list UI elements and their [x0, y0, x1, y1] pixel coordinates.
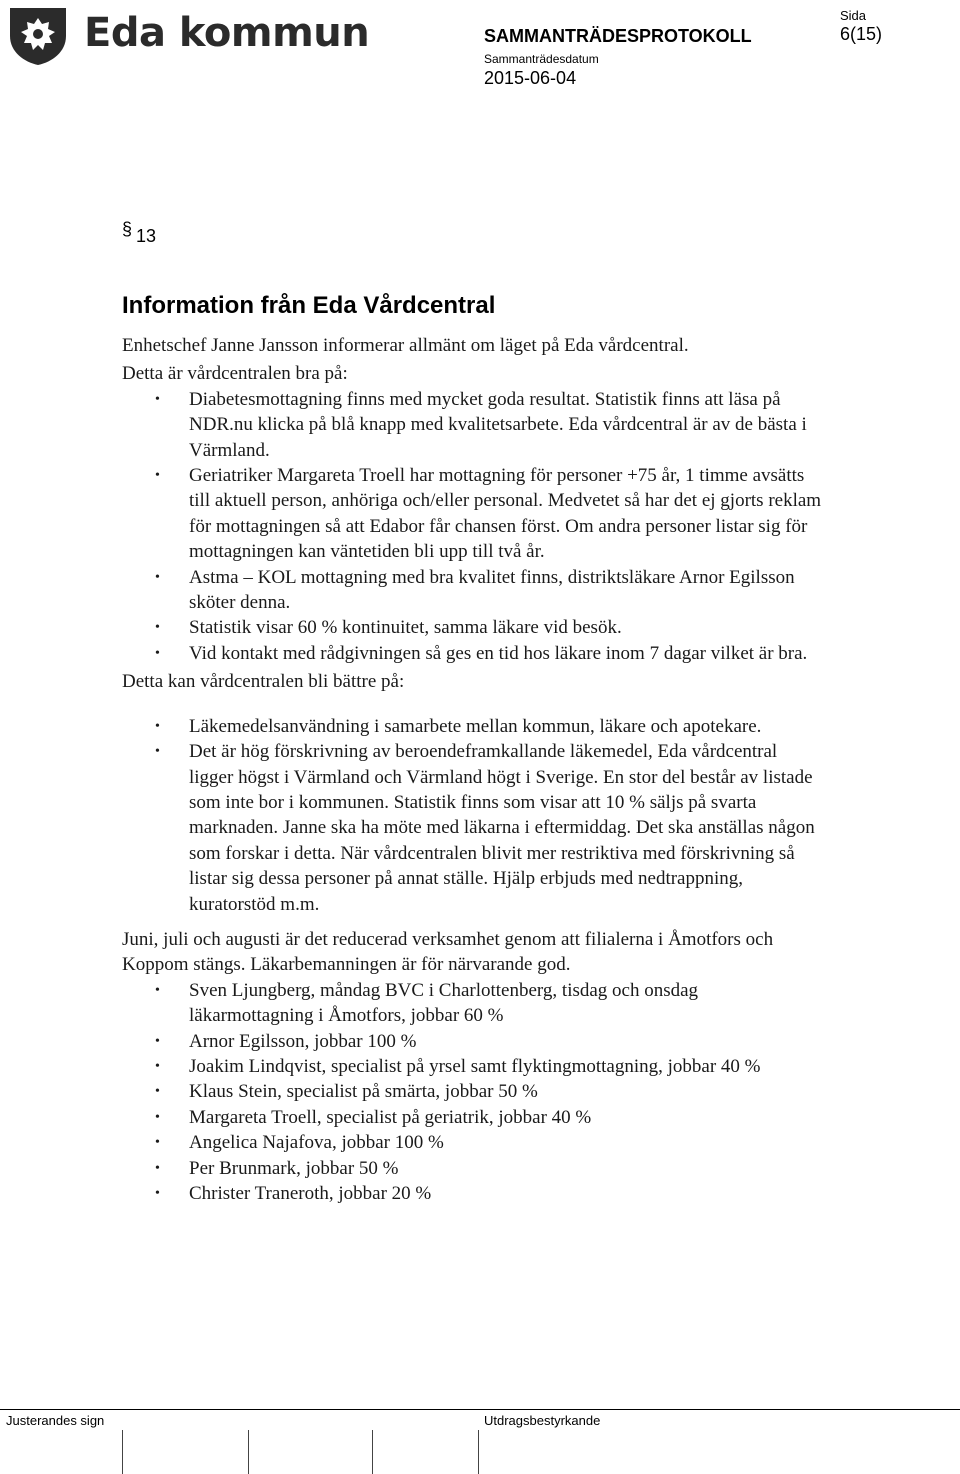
staff-list — [122, 978, 822, 1207]
list-item: • Statistik visar 60 % kontinuitet, samma läkare vid besök. — [122, 615, 822, 640]
bullet-icon: • — [155, 1160, 160, 1176]
page-title: Information från Eda Vårdcentral — [122, 292, 496, 319]
signature-box-divider — [122, 1430, 123, 1474]
footer-divider — [0, 1409, 960, 1410]
bullet-icon: • — [155, 982, 160, 998]
list-item: • Läkemedelsanvändning i samarbete mellan kommun, läkare och apotekare. — [122, 714, 822, 739]
bullet-icon: • — [155, 569, 160, 585]
signature-box-divider — [372, 1430, 373, 1474]
page-label: Sida — [840, 8, 867, 23]
section-sign: § — [122, 219, 133, 239]
list-item: • Diabetesmottagning finns med mycket goda resultat. Statistik finns att läsa på NDR.nu klicka på blå knapp med kvalitetsarbete. Eda vårdcentral är av de bästa i Värmland. — [155, 388, 807, 461]
list-item: • Vid kontakt med rådgivningen så ges en tid hos läkare inom 7 dagar vilket är bra. — [122, 641, 822, 666]
good-list — [122, 387, 822, 666]
signature-box-divider — [248, 1430, 249, 1474]
intro-paragraph: Enhetschef Janne Jansson informerar allmänt om läget på Eda vårdcentral. — [122, 335, 689, 356]
list-item: • Christer Traneroth, jobbar 20 % — [122, 1181, 822, 1206]
list-item: • Joakim Lindqvist, specialist på yrsel samt flyktingmottagning, jobbar 40 % — [122, 1054, 822, 1079]
logo-wordmark: Eda kommun — [84, 10, 370, 56]
summer-paragraph: Juni, juli och augusti är det reducerad verksamhet genom att filialerna i Åmotfors och Koppom stängs. Läkarbemanningen är för närvarande god. — [122, 928, 774, 976]
list-item: • Klaus Stein, specialist på smärta, jobbar 50 % — [122, 1079, 822, 1104]
list-item: • Per Brunmark, jobbar 50 % — [122, 1156, 822, 1181]
bullet-icon: • — [155, 1058, 160, 1074]
bullet-icon: • — [155, 1186, 160, 1201]
meeting-date-label: Sammanträdesdatum — [484, 52, 599, 66]
better-heading: Detta kan vårdcentralen bli bättre på: — [122, 671, 405, 693]
bullet-icon: • — [155, 1033, 160, 1049]
better-list — [122, 714, 822, 917]
document-body — [122, 333, 822, 1206]
municipal-crest-icon — [6, 6, 70, 66]
bullet-icon: • — [155, 1135, 160, 1151]
bullet-icon: • — [155, 391, 160, 407]
list-item: • Arnor Egilsson, jobbar 100 % — [122, 1029, 822, 1054]
list-item: • Astma – KOL mottagning med bra kvalitet finns, distriktsläkare Arnor Egilsson sköter denna. — [155, 566, 795, 614]
section-number-value: 13 — [136, 226, 157, 246]
signature-box-divider — [478, 1430, 479, 1474]
bullet-icon: • — [155, 1084, 160, 1100]
list-item: • Margareta Troell, specialist på geriatrik, jobbar 40 % — [122, 1105, 822, 1130]
list-item: • Sven Ljungberg, måndag BVC i Charlottenberg, tisdag och onsdag läkarmottagning i Åmotfors, jobbar 60 % — [155, 979, 699, 1027]
list-item: • Geriatriker Margareta Troell har mottagning för personer +75 år, 1 timme avsätts till aktuell person, anhöriga och/eller personal. Medvetet så har det ej gjorts reklam för mottagningen så att Edabor får chansen först. Om andra personer listar sig för mottagningen kan väntetiden bli upp till två år. — [155, 465, 822, 563]
section-number — [122, 219, 157, 247]
page-number: 6(15) — [840, 24, 883, 44]
bullet-icon: • — [155, 468, 160, 484]
bullet-icon: • — [155, 645, 160, 661]
good-heading: Detta är vårdcentralen bra på: — [122, 363, 348, 385]
list-item: • Angelica Najafova, jobbar 100 % — [122, 1130, 822, 1155]
list-item: • Det är hög förskrivning av beroendeframkallande läkemedel, Eda vårdcentral ligger högst i Värmland och Värmland högt i Sverige. En stor del består av listade som inte bor i kommunen. Statistik finns som visar att 10 % säljs på svarta marknaden. Janne ska ha möte med läkarna i eftermiddag. Det ska anställas någon som forskar i detta. När vårdcentralen blivit mer restriktiva med förskrivning så listar sig dessa personer på annat ställe. Hjälp erbjuds med nedtrappning, kuratorstöd m.m. — [155, 741, 815, 915]
eda-kommun-logo — [6, 6, 370, 68]
bullet-icon: • — [155, 744, 160, 760]
bullet-icon: • — [155, 718, 160, 734]
certification-label: Utdragsbestyrkande — [484, 1413, 601, 1428]
bullet-icon: • — [155, 1109, 160, 1125]
document-type: SAMMANTRÄDESPROTOKOLL — [484, 26, 752, 46]
meeting-date-value: 2015-06-04 — [484, 68, 577, 88]
signature-label: Justerandes sign — [6, 1413, 105, 1428]
bullet-icon: • — [155, 620, 160, 636]
